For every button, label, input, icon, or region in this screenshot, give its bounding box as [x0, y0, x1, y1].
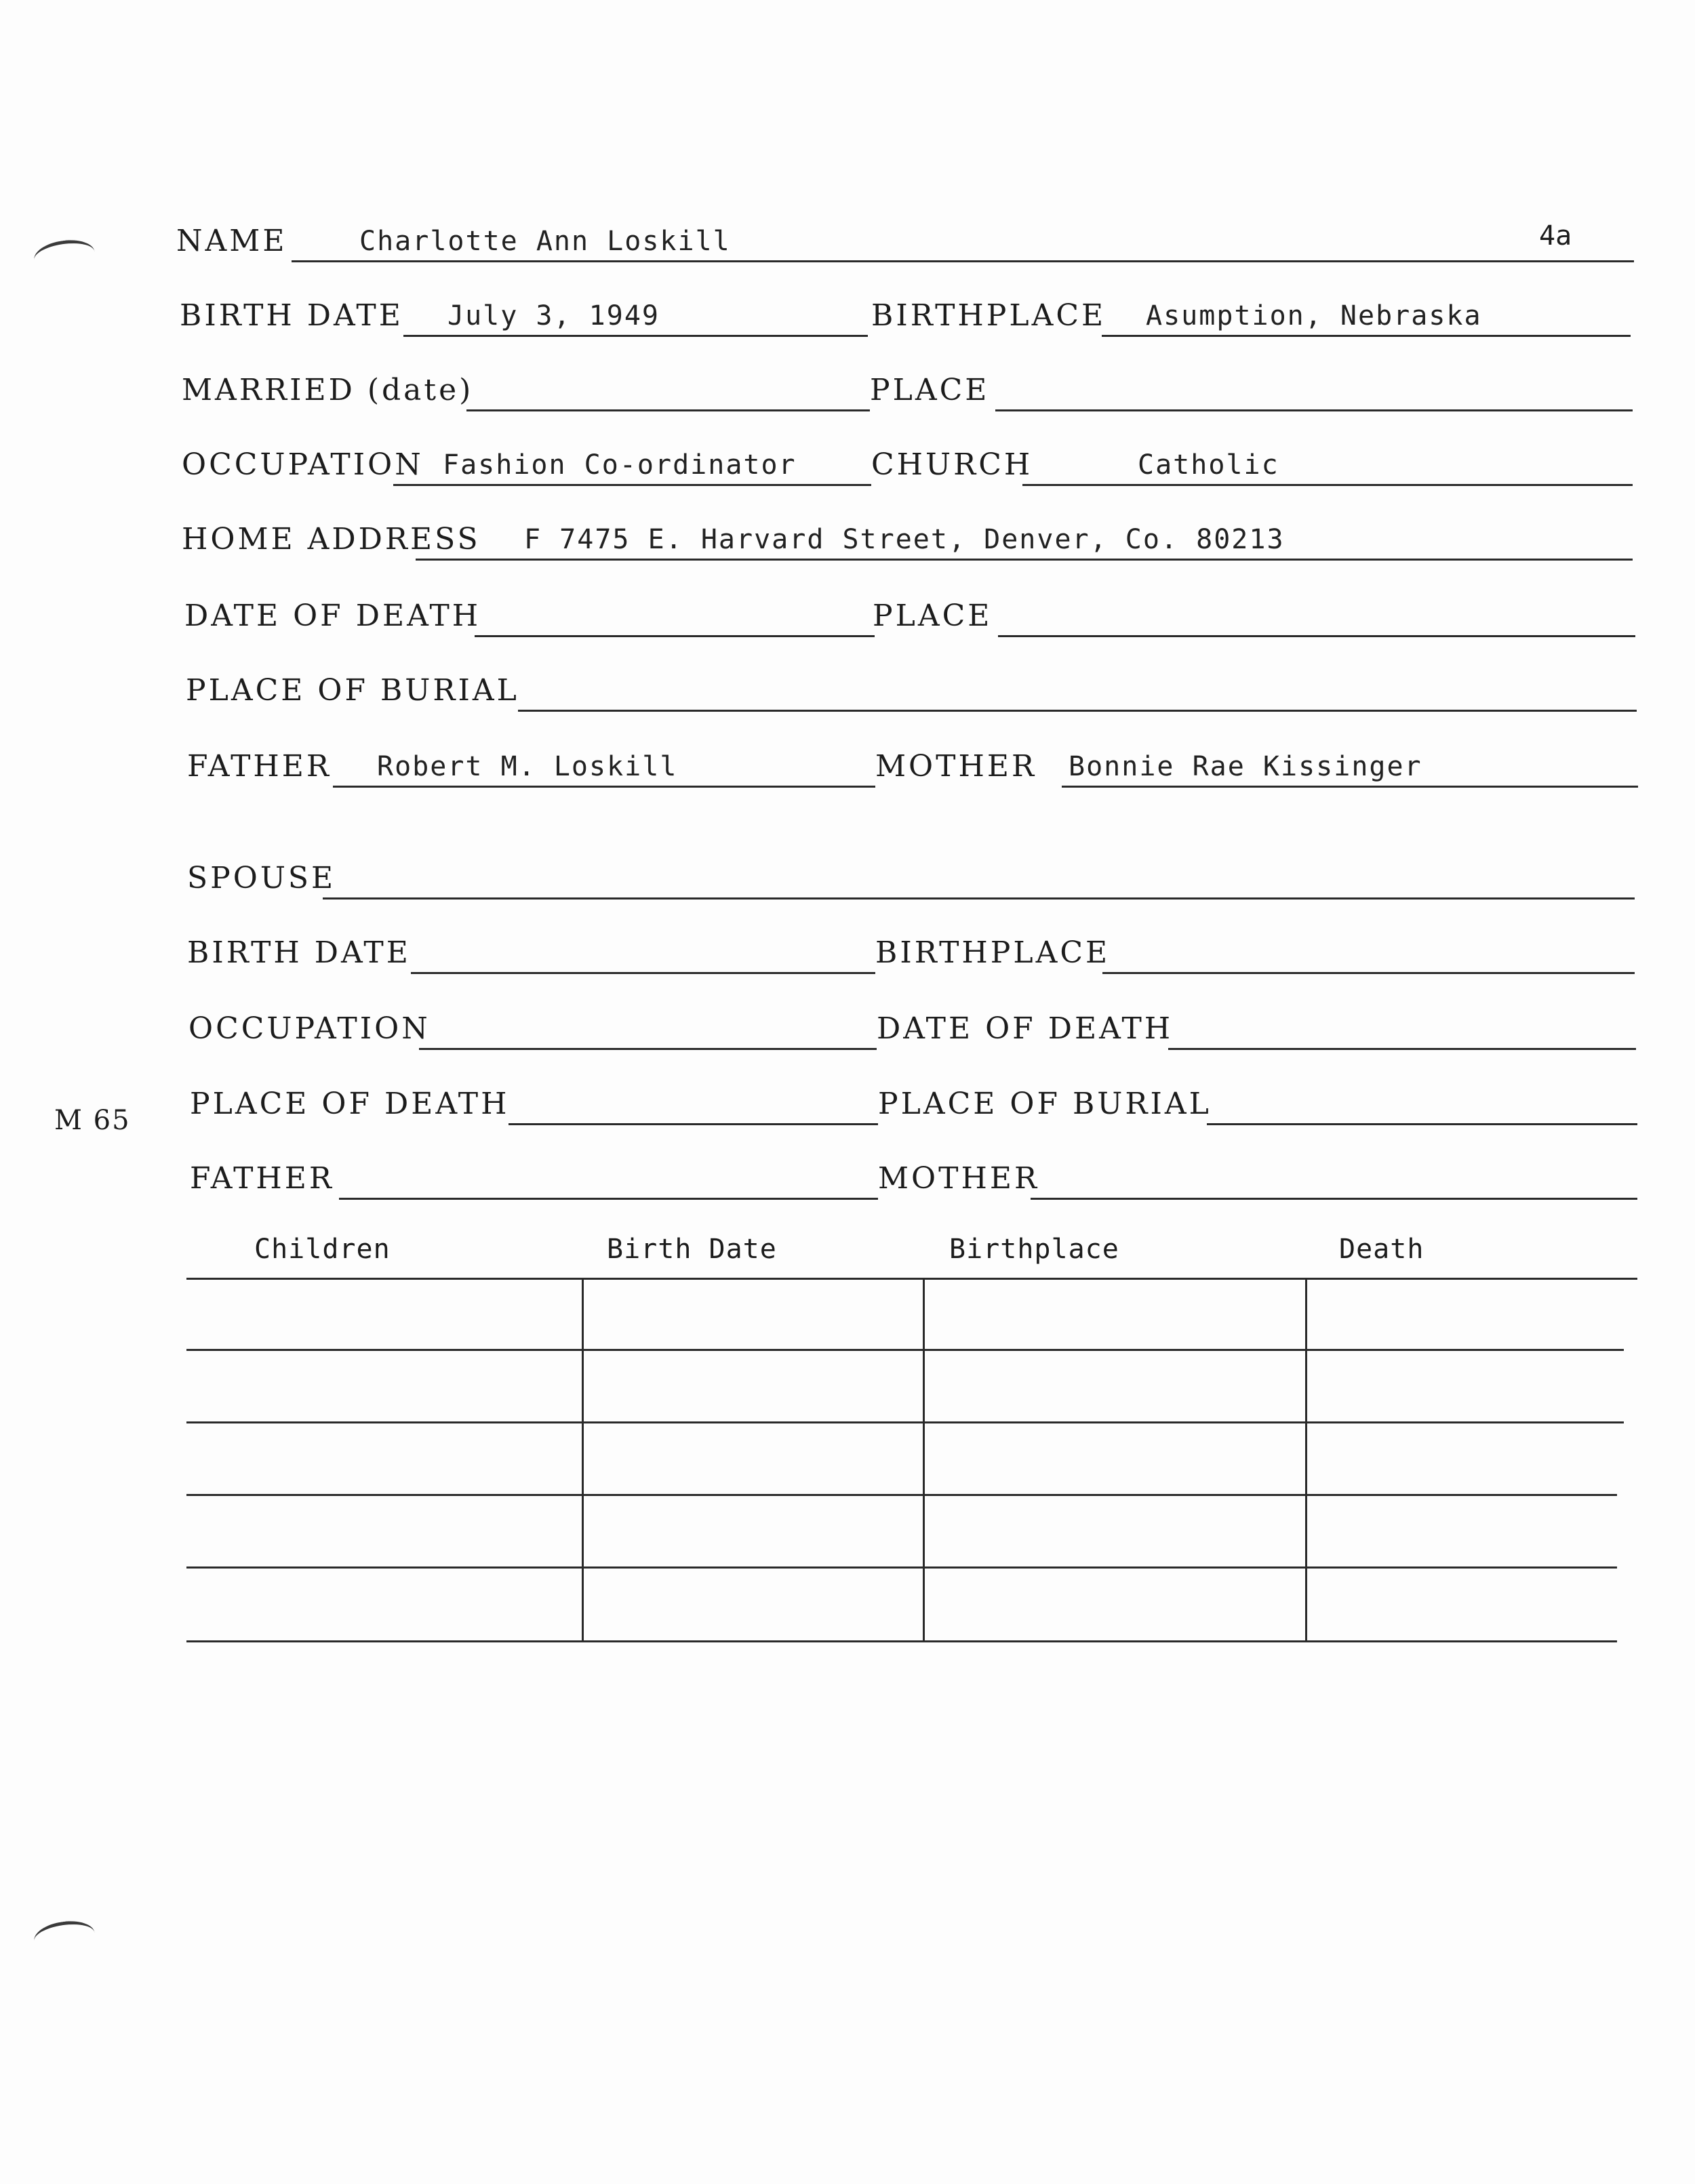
church-label: CHURCH — [871, 447, 1033, 482]
spouse-parents-row — [190, 1158, 1648, 1205]
married-place-line — [995, 409, 1633, 411]
table-column-divider — [582, 1278, 584, 1642]
spouse-date-of-death-label: DATE OF DEATH — [877, 1011, 1174, 1046]
table-header-rule — [186, 1278, 1637, 1280]
spouse-father-label: FATHER — [190, 1161, 335, 1196]
birth-date-label: BIRTH DATE — [180, 298, 403, 333]
father-line — [333, 786, 875, 788]
occupation-line — [393, 484, 871, 486]
page-number: 4a — [1539, 220, 1572, 251]
name-row — [176, 220, 1634, 268]
table-row-rule — [186, 1421, 1624, 1423]
spouse-place-of-burial-line — [1207, 1123, 1637, 1125]
birth-date-header: Birth Date — [607, 1234, 777, 1265]
table-column-divider — [923, 1278, 925, 1642]
parents-row — [187, 746, 1645, 793]
death-header: Death — [1339, 1234, 1424, 1265]
burial-row — [186, 670, 1643, 717]
home-address-label: HOME ADDRESS — [182, 522, 481, 557]
name-value: Charlotte Ann Loskill — [359, 226, 731, 257]
occupation-value: Fashion Co-ordinator — [443, 449, 797, 481]
place-of-burial-line — [518, 710, 1637, 712]
married-label: MARRIED (date) — [182, 373, 474, 407]
married-place-label: PLACE — [870, 373, 990, 407]
occupation-row — [182, 444, 1639, 491]
date-of-death-label: DATE OF DEATH — [184, 599, 481, 633]
spouse-date-of-death-line — [1168, 1048, 1636, 1050]
table-row-rule — [186, 1566, 1617, 1569]
spouse-occupation-label: OCCUPATION — [188, 1011, 431, 1046]
spouse-birthplace-label: BIRTHPLACE — [875, 935, 1111, 970]
table-row-rule — [186, 1349, 1624, 1351]
table-row-rule — [186, 1494, 1617, 1496]
name-label: NAME — [176, 224, 287, 258]
father-label: FATHER — [187, 749, 332, 784]
spouse-mother-line — [1031, 1198, 1637, 1200]
married-row — [182, 369, 1639, 417]
spouse-death-place-row — [190, 1083, 1648, 1131]
home-address-line — [416, 559, 1633, 561]
death-place-line — [998, 635, 1635, 637]
father-value: Robert M. Loskill — [377, 751, 678, 782]
spouse-line — [323, 897, 1635, 899]
spouse-label: SPOUSE — [187, 861, 336, 895]
place-of-burial-label: PLACE OF BURIAL — [186, 673, 519, 708]
spouse-occupation-row — [188, 1008, 1646, 1055]
date-of-death-line — [475, 635, 875, 637]
margin-note: M 65 — [54, 1105, 131, 1136]
birth-date-value: July 3, 1949 — [447, 300, 660, 331]
birthplace-header: Birthplace — [949, 1234, 1119, 1265]
spouse-birth-row — [187, 932, 1645, 979]
birthplace-label: BIRTHPLACE — [871, 298, 1106, 333]
spouse-row — [187, 857, 1645, 905]
mother-value: Bonnie Rae Kissinger — [1069, 751, 1422, 782]
home-address-value: F 7475 E. Harvard Street, Denver, Co. 80213 — [524, 524, 1285, 555]
death-row — [184, 595, 1642, 643]
spouse-place-of-death-label: PLACE OF DEATH — [190, 1087, 510, 1121]
married-line — [466, 409, 870, 411]
spouse-mother-label: MOTHER — [878, 1161, 1040, 1196]
death-place-label: PLACE — [873, 599, 993, 633]
occupation-label: OCCUPATION — [182, 447, 424, 482]
birth-date-line — [403, 335, 868, 337]
binder-hole-mark — [32, 237, 96, 275]
spouse-birth-date-label: BIRTH DATE — [187, 935, 411, 970]
spouse-father-line — [339, 1198, 878, 1200]
name-line — [292, 260, 1634, 262]
mother-line — [1062, 786, 1638, 788]
church-line — [1022, 484, 1633, 486]
binder-hole-mark — [32, 1918, 96, 1956]
home-address-row — [182, 519, 1639, 566]
spouse-place-of-death-line — [509, 1123, 878, 1125]
spouse-place-of-burial-label: PLACE OF BURIAL — [878, 1087, 1212, 1121]
spouse-birthplace-line — [1102, 972, 1635, 974]
spouse-occupation-line — [419, 1048, 877, 1050]
children-header: Children — [254, 1234, 391, 1265]
church-value: Catholic — [1138, 449, 1279, 481]
table-row-rule — [186, 1640, 1617, 1642]
birthplace-line — [1102, 335, 1631, 337]
mother-label: MOTHER — [875, 749, 1037, 784]
table-column-divider — [1305, 1278, 1307, 1642]
spouse-birth-date-line — [411, 972, 875, 974]
birthplace-value: Asumption, Nebraska — [1146, 300, 1482, 331]
birth-row — [180, 295, 1637, 342]
